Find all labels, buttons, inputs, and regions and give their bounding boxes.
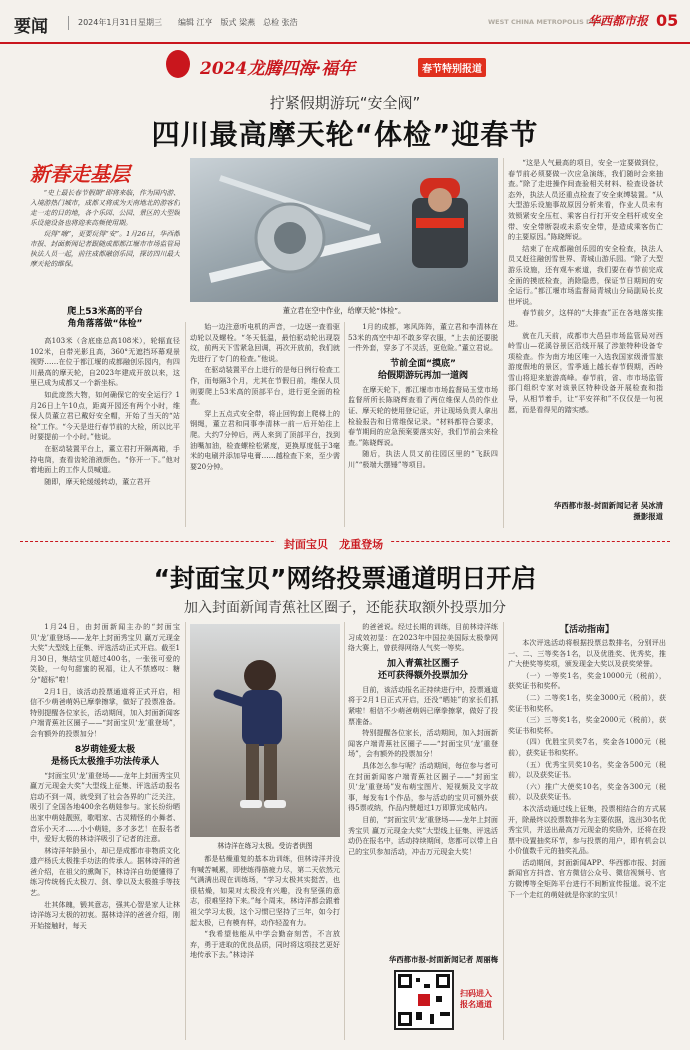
body-paragraph: 结束了在成都融创乐园的安全检查，执法人员又赶往融创雪世界、青城山游乐园。“除了大型游乐设施，还有观车索道，我们要在春节前完成全面的摸底检查，消除隐患，保证节日期间的安全运行。”都江堰市场监督局青城山分局副局长皮世坪说。 — [508, 243, 663, 306]
story1-column-3 — [348, 322, 498, 527]
byline-line: 摄影报道 — [633, 512, 663, 521]
intro-paragraph: 玩得“嗨”，更要玩得“安”。1月26日，华西都市报、封面新闻记者跟随成都都江堰市市场监管局执法人员一起，前往成都融创乐园，探访四川最大摩天轮的维保。 — [30, 230, 180, 268]
subhead-line: 还可获得额外投票加分 — [377, 670, 468, 681]
body-paragraph: 始一边注意听电机的声音，一边逐一查看驱动轮以及螺栓。“冬天低温，最怕驱动轮出现裂纹，前两天下雪紧急回调，再次开放前，我们就先进行了专门的检查。”他说。 — [190, 322, 340, 363]
subhead-line: 加入青蕉社区圈子 — [386, 658, 459, 669]
banner-slogan: 2024龙腾四海·福年 — [200, 59, 356, 79]
story2-byline: 华西都市报-封面新闻记者 周丽梅 — [388, 955, 498, 964]
body-paragraph: “封面宝贝‘龙’重登场——龙年上封面秀宝贝 赢万元现金大奖”大型线上征集、评选活动报名启动不到一周，就受到了社会各界的广泛关注，吸引了全国各地400余名萌娃参与。家长纷纷晒出家中萌娃靓照，歌唱家、古灵精怪的小舞者、音乐小天才……小小萌娃，多才多艺！在报名者中，爱好太极的林诗洋吸引了记者的注意。 — [30, 770, 180, 844]
body-paragraph: 穿上五点式安全带，将止回钩套上爬梯上的钢绳，董立君和同事李清林一前一后开始往上爬。大约7分钟后，两人来到了顶部平台，找到油嘴加油，检查螺栓松紧度，更换厚度低于3毫米的电刷并添加导电膏……越检查下来，至少需要20分钟。 — [190, 408, 340, 471]
section-label: 要闻 — [14, 17, 48, 37]
issue-weekday: 星期三 — [138, 18, 162, 27]
story1-subhead-2 — [348, 358, 498, 382]
story2-column-3 — [348, 622, 498, 952]
column-logo-new-year: 新春走基层 — [30, 162, 130, 186]
column-rule — [344, 322, 345, 527]
activity-guide-body — [508, 638, 666, 1038]
activity-guide-title: 【活动指南】 — [559, 625, 614, 635]
guide-paragraph: （三）三等奖1名，奖金2000元（税前），获奖证书和奖杯。 — [508, 715, 666, 735]
divider — [68, 16, 69, 30]
story1-byline — [508, 500, 663, 522]
ferris-wheel-illustration — [190, 158, 498, 302]
guide-paragraph: （六）推广大使奖10名，奖金各300元（税前），以及获奖证书。 — [508, 781, 666, 802]
lantern-icon — [166, 50, 190, 78]
body-paragraph: 1月24日，由封面新闻主办的“封面宝贝‘龙’重登场——龙年上封面秀宝贝 赢万元现金大奖”大型线上征集、评选活动正式开启。截至1月30日，集结宝贝超过400名，一张张可爱的笑脸，一句句甜蜜的祝福，让人不禁感叹：糖分“超标”啦！ — [30, 622, 180, 684]
body-paragraph: 目前，“封面宝贝‘龙’重登场——龙年上封面秀宝贝 赢万元现金大奖”大型线上征集、评选活动仍在报名中，活动持续期间，您都可以带上自己的宝贝参加活动，冲击万元现金大奖！ — [348, 814, 498, 856]
column-rule — [185, 322, 186, 527]
body-paragraph: 就在几天前，成都市大邑县市场监管局对西岭雪山—花溪谷景区沿线开展了涉旅特种设备专项检查。作为南方地区唯一入选我国家级滑雪旅游度假地的景区，雪季通上越长春节假期，西岭雪山将迎来旅游高峰。春节前，省、市市场监管部门组织专家对该景区特种设备开展检查和指导，从相节着手，让“平安祥和”不仅仅是一句祝愿，而是看得见的踏实感。 — [508, 330, 663, 414]
guide-paragraph: （五）优秀宝贝奖10名，奖金各500元（税前），以及获奖证书。 — [508, 759, 666, 780]
story1-photo-caption: 董立君在空中作业，给摩天轮“体检”。 — [282, 306, 406, 315]
subhead-line: 是杨氏太极推手功法传承人 — [50, 756, 159, 767]
column-rule — [503, 622, 504, 1040]
story1-headline: 四川最高摩天轮“体检”迎春节 — [151, 118, 539, 151]
festive-banner — [160, 46, 530, 86]
body-paragraph: 都是枯燥重复的基本功训练，但林诗洋并没有喊苦喊累，即使练得筋疲力尽，第二天依然元气满满出现在训练场，“学习太极其实挺苦，也很枯燥，如果对太极没有兴趣，没有坚强的意志，很难坚持下来。”每个周末，林诗洋都会跟着祖父学习太极，这个习惯已坚持了三年，如今打起太极，已有模有样，动作轻盈有力。 — [190, 854, 340, 927]
story1-column-2 — [190, 322, 340, 527]
column-logo-text: 封面宝贝 — [284, 538, 328, 551]
subhead-line: 爬上53米高的平台 — [67, 307, 143, 317]
story1-intro — [30, 188, 180, 296]
story2-deck: 加入封面新闻青蕉社区圈子，还能获取额外投票加分 — [184, 600, 506, 616]
body-paragraph: 具体怎么参与呢？活动期间，每位参与者可在封面新闻客户端青蕉社区圈子——“封面宝贝‘龙’重登场”发布萌宝图片、短视频及文字故事，每发布1个作品，参与活动的宝贝可额外获得5票或纳，作品内赞超过1万即算完成帖内。 — [348, 760, 498, 813]
column-logo-text: 龙重登场 — [339, 538, 384, 551]
guide-paragraph: （四）优胜宝贝奖7名，奖金各1000元（税前），获奖证书和奖杯。 — [508, 737, 666, 757]
story1-column-1 — [30, 336, 180, 526]
guide-paragraph: 本次活动通过线上征集，投票相结合的方式展开，除最终以投票数排名为主要依据，选出30名优秀宝贝，并送出最高万元现金的奖励外，还将在投票中设置抽奖环节，参与投票的用户，即有机会以小价值数千元的抽奖礼品。 — [508, 803, 666, 856]
editors-line: 编辑 江亨 版式 梁燕 总检 张浩 — [178, 18, 298, 27]
story2-column-2 — [190, 854, 340, 1040]
qr-label — [460, 988, 492, 1010]
child-taichi-photo — [190, 624, 340, 837]
qr-code-icon — [396, 972, 452, 1028]
story1-kicker: 拧紧假期游玩“安全阀” — [269, 94, 421, 112]
story1-subhead-1 — [30, 306, 180, 330]
body-paragraph: 特别提醒各位家长，活动期间，加入封面新闻客户端青蕉社区圈子——“封面宝贝‘龙’重登场”，会有额外的投票加分！ — [348, 728, 498, 759]
qr-code[interactable] — [394, 970, 454, 1030]
story2-headline: “封面宝贝”网络投票通道明日开启 — [153, 564, 537, 593]
column-rule — [185, 622, 186, 1040]
body-paragraph: 春节前夕，这样的“大排查”正在各地落实推进。 — [508, 308, 663, 328]
body-paragraph: 林诗洋年龄虽小，却已是成都市非物质文化遗产杨氏太极推手功法的传承人。据林诗洋的爸爸介绍，在祖父的熏陶下，林诗洋自幼便懂得了练习传统杨氏太极刀、剑、拳以及太极推手等技艺。 — [30, 845, 180, 898]
intro-paragraph: “史上最长春节假期”即将来临，作为国内游、入境游热门城市，成都又将成为天南地北的游客们走一走的目的地，各个乐园、公园、景区的大型娱乐设施设备也将迎来高频使用期。 — [30, 189, 180, 227]
body-paragraph: 在摩天轮下，都江堰市市场监督局玉堂市场监督所所长陈晓辉查看了两位维保人员的作业证、摩天轮的使用登记证，并让现场负责人拿出检验报告和日常维保记录。“材料都符合要求，春节期间的应急预案要落实好，我们节前会来检查。”陈晓辉说。 — [348, 384, 498, 447]
paper-logo: 华西都市报 — [588, 14, 649, 28]
story2-subhead-1 — [30, 744, 180, 768]
story2-subhead-2 — [348, 658, 498, 682]
body-paragraph: 2月1日，该活动投票通道将正式开启，相信不少萌爸萌妈已摩拳擦掌，做好了投票准备。特别提醒各位家长，活动期间，加入封面新闻客户端青蕉社区圈子——“封面宝贝‘龙’重登场”，会有额外的投票加分！ — [30, 686, 180, 738]
ferris-wheel-photo — [190, 158, 498, 302]
body-paragraph: 在驱动装置平台上进行的是每日例行检查工作，而每隔3个月，尤其在节假日前，维保人员则要爬上53米高的顶部平台，进行更全面的检查。 — [190, 365, 340, 407]
body-paragraph: 壮其体魄，锻其意志，强其心智是家人让林诗洋练习太极的初衷。据林诗洋的爸爸介绍，刚开始接触时，每天 — [30, 899, 180, 930]
paper-english-name: WEST CHINA METROPOLIS DAILY — [488, 18, 607, 26]
column-rule — [503, 158, 504, 528]
column-rule — [344, 622, 345, 1040]
body-paragraph: 在驱动装置平台上，董立君打开隔离箱，手持电筒，查看齿轮油液颜色。“你开一下。”他对着地面上的工作人员喊道。 — [30, 443, 180, 475]
guide-paragraph: （一）一等奖1名，奖金10000元（税前），获奖证书和奖杯。 — [508, 670, 666, 691]
body-paragraph: 目前，该活动报名正持续进行中，投票通道将于2月1日正式开启，还没“晒娃”的家长们抓紧啦！相信不少萌爸萌妈已摩拳擦掌，做好了投票准备。 — [348, 684, 498, 726]
banner-tag: 春节特别报道 — [418, 58, 486, 77]
subhead-line: 节前全面“摸底” — [390, 358, 456, 369]
activity-guide-box — [508, 622, 666, 1040]
body-paragraph: 如此庞然大物，如何确保它的安全运行？1月26日上午10点，距离开园还有两个小时，维保人员董立君已戴好安全帽，开始了当天的“站检”工作。“今天是进行春节前的大检，所以比平时要提前一个小时。”他说。 — [30, 389, 180, 442]
qr-label-line: 报名通道 — [460, 1000, 492, 1009]
story2-photo-caption: 林诗洋在练习太极。受访者供图 — [217, 842, 313, 850]
story1-column-4 — [508, 158, 663, 498]
guide-paragraph: 本次评选活动将根据投票总数排名，分别评出一、二、三等奖各1名，以及优胜奖、优秀奖，推广大使奖等奖项，颁发现金大奖以及获奖荣誉。 — [508, 638, 666, 669]
body-paragraph: 随后，执法人员又前往园区里的“飞跃四川”“极端大摆锤”等项目。 — [348, 449, 498, 469]
subhead-line: 8岁萌娃爱太极 — [74, 744, 136, 755]
body-paragraph: 高103米（含底座总高108米），轮辐直径102米，自带光影且高，360°无遮挡环幕观景视野……在位于都江堰的成都融创乐园内，有四川最高的摩天轮，自2023年建成开放以来，这里已成为成都又一个新坐标。 — [30, 336, 180, 388]
qr-label-line: 扫码进入 — [460, 989, 492, 998]
guide-paragraph: 活动期间，封面新闻APP、华西都市报、封面新闻官方抖音、官方微信公众号、微信视频号、官方微博等全矩阵平台进行不间断宣传报道。说不定下一个走红的萌娃就是你家的宝贝！ — [508, 857, 666, 899]
body-paragraph: “这是人气最高的项目，安全一定要做到位，春节前必须要做一次应急演练，我们随时会来抽查。”除了走进操作间查验相关材料、检查设备状态外，执法人员还重点检查了安全束缚装置。“从大型游乐设施事故原因分析来看，作业人员未有效锁紧安全压杠、乘客自行打开安全档杆或安全带、安全带断裂或未系安全带，是造成乘客伤亡的主要原因。”陈晓辉说。 — [508, 158, 663, 242]
child-illustration — [190, 624, 340, 837]
page-header — [0, 0, 690, 44]
column-logo-cover-baby — [276, 533, 391, 552]
body-paragraph: “我希望他能从中学会勤奋刻苦，不言放弃，勇于进取的优良品质，同时将这项技艺更好地传承下去。”林诗洋 — [190, 929, 340, 960]
body-paragraph: 的爸爸说。经过长期的训练，目前林诗洋练习成效初显：在2023年中国拉美国际太极拳网络大赛上，曾获得网络人气奖一等奖。 — [348, 622, 498, 653]
story2-column-1 — [30, 622, 180, 1040]
issue-date: 2024年1月31日 — [78, 18, 138, 27]
subhead-line: 角角落落做“体检” — [67, 319, 143, 329]
body-paragraph: 1月的成都，寒风阵阵，董立君和李清林在53米的高空中却不敢多穿衣服，“上去前还要脱一件外套，穿多了不灵活，更危险。”董立君说。 — [348, 322, 498, 353]
body-paragraph: 随即，摩天轮缓缓转动，董立君开 — [44, 476, 151, 486]
subhead-line: 给假期游玩再加一道阀 — [377, 370, 468, 381]
byline-line: 华西都市报-封面新闻记者 吴冰清 — [553, 501, 663, 510]
page-number: 05 — [656, 11, 679, 30]
guide-paragraph: （二）二等奖1名，奖金3000元（税前），获奖证书和奖杯。 — [508, 692, 666, 713]
